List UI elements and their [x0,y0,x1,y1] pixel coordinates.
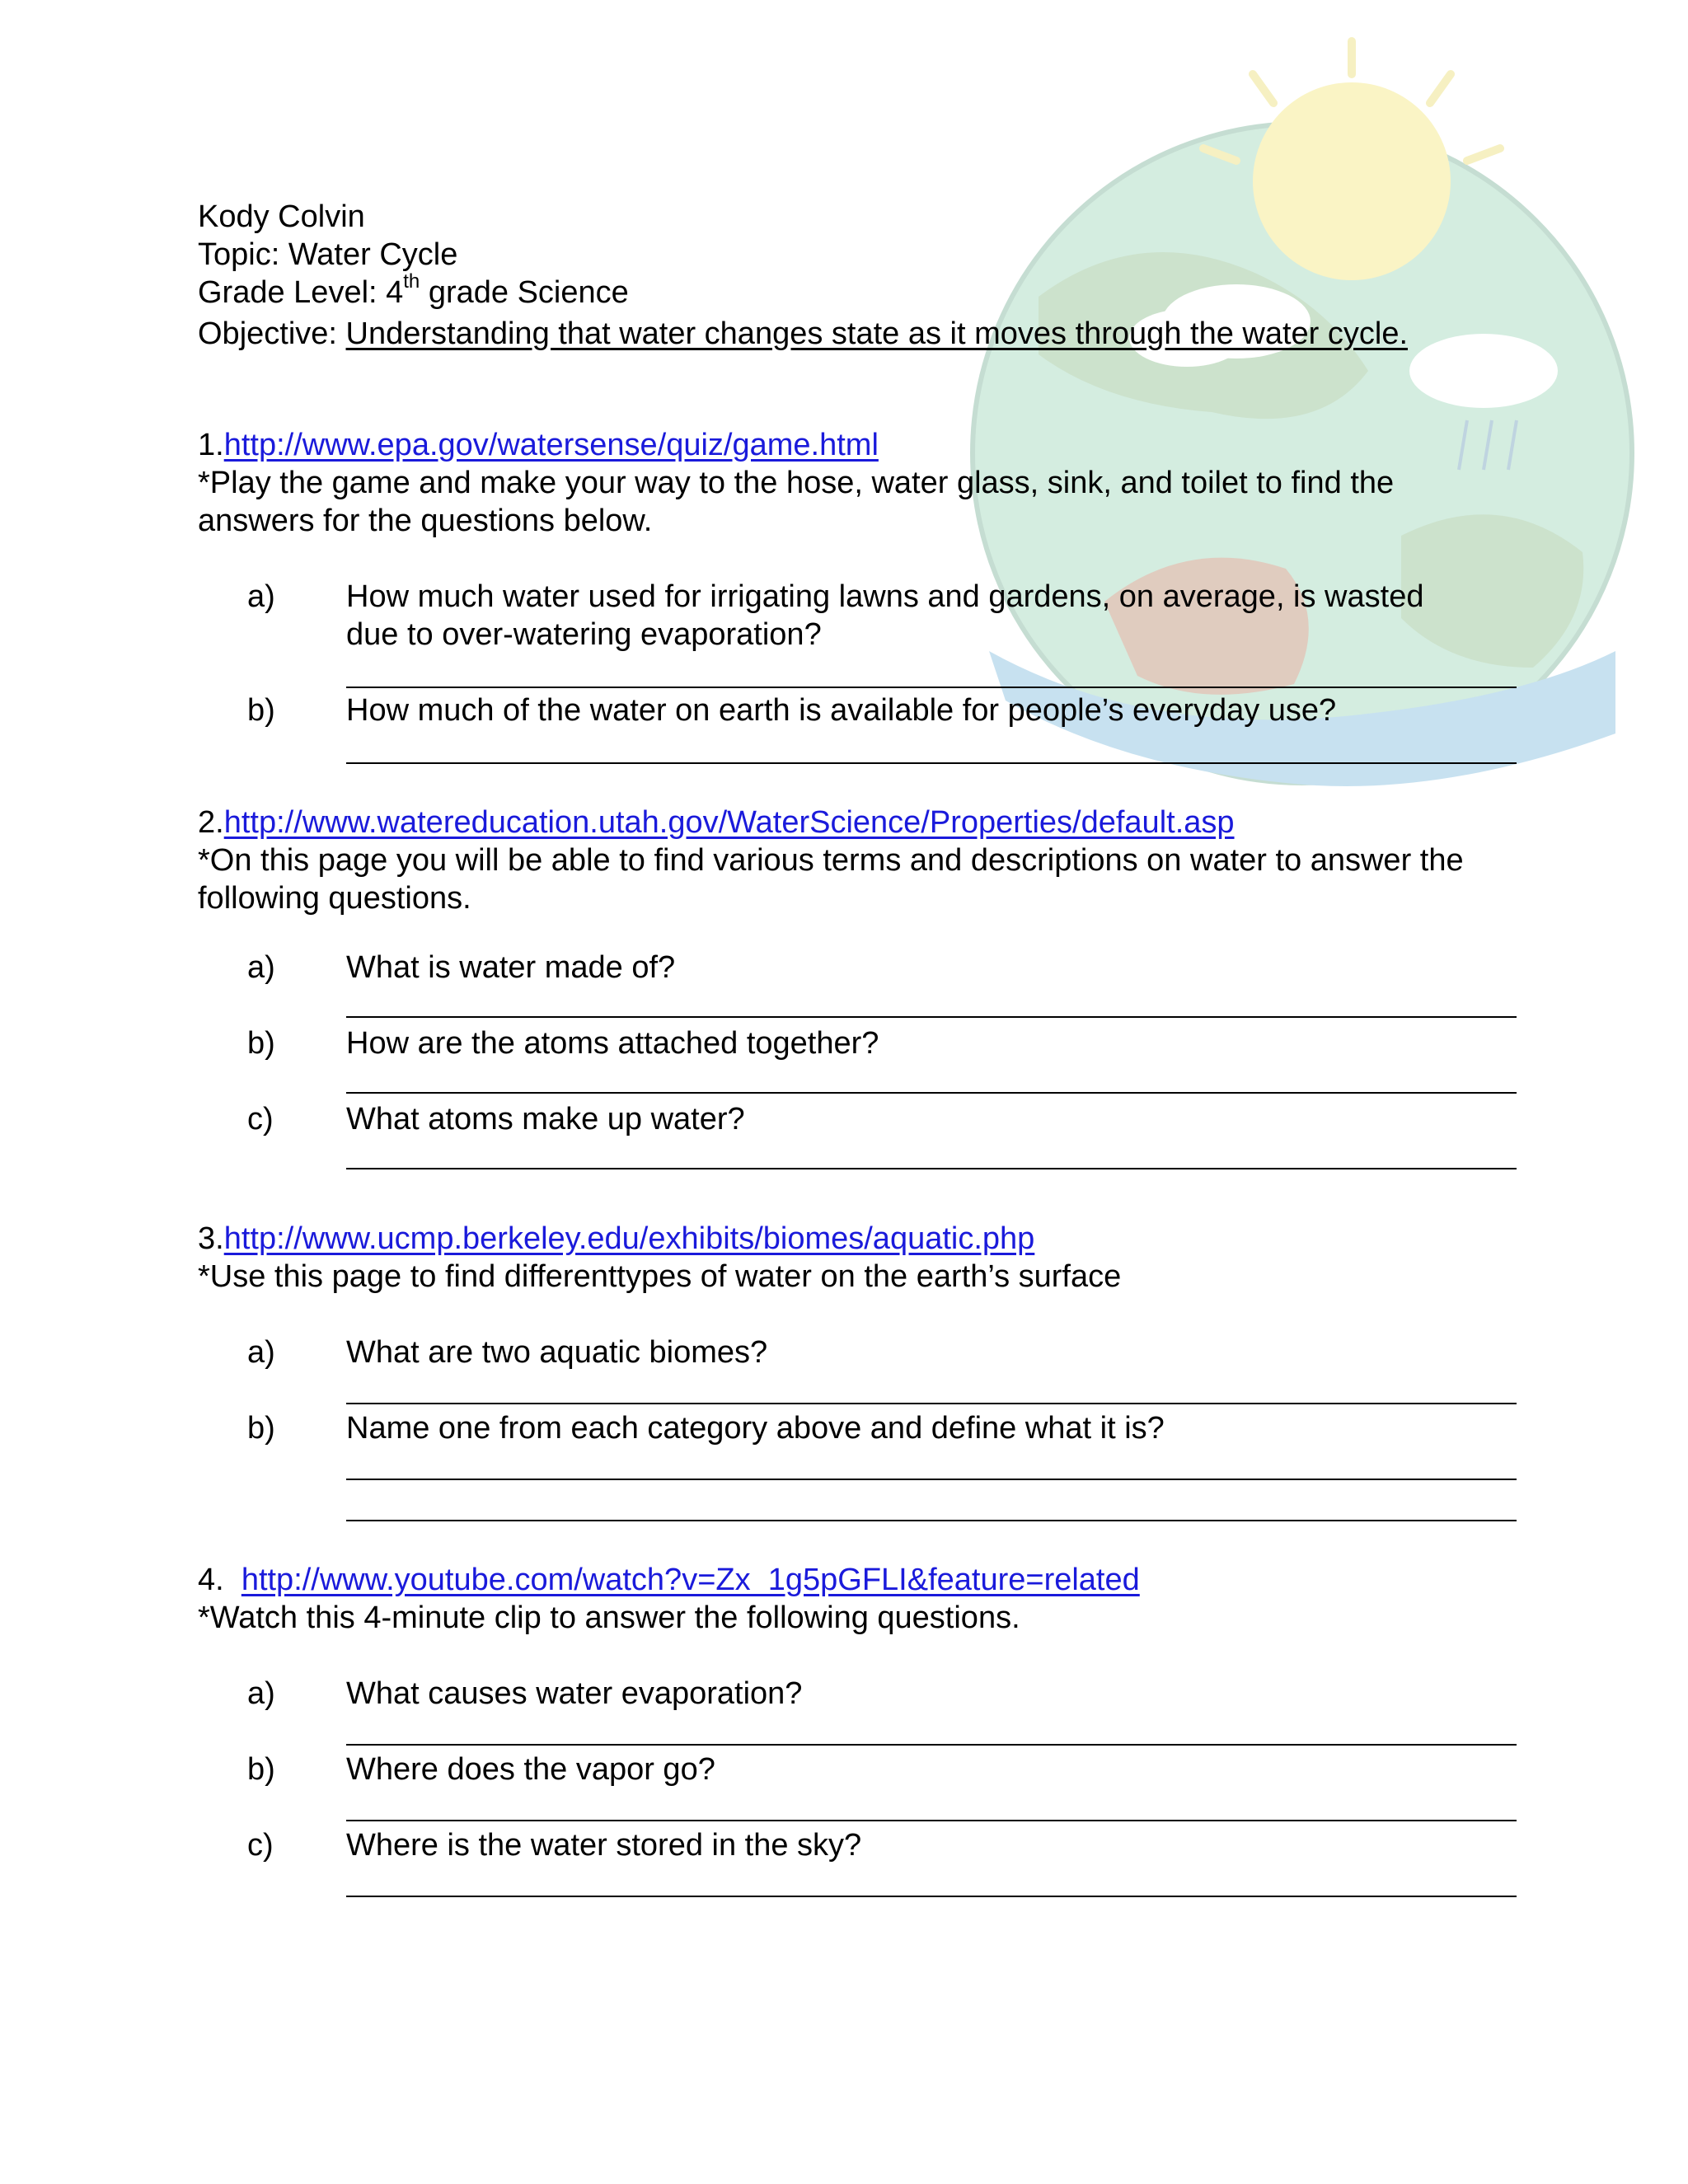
grade-level-superscript: th [403,270,420,293]
question-letter: a) [247,579,275,614]
question-letter: b) [247,1026,275,1061]
question-text: Name one from each category above and define what it is? [346,1411,1165,1446]
grade-level-prefix: Grade Level: 4 [198,275,404,310]
question-letter: a) [247,950,275,985]
section-4 [198,1561,1484,1863]
answer-line[interactable] [346,1479,1517,1480]
answer-line[interactable] [346,1168,1517,1169]
section-instruction: *Use this page to find differenttypes of water on the earth’s surface [198,1259,1122,1294]
question-letter: b) [247,693,275,728]
answer-line[interactable] [346,1896,1517,1897]
answer-line[interactable] [346,1403,1517,1404]
section-link[interactable]: http://www.epa.gov/watersense/quiz/game.html [223,428,879,462]
question-letter: a) [247,1676,275,1711]
topic-line: Topic: Water Cycle [198,237,458,272]
answer-line[interactable] [346,1820,1517,1821]
student-name: Kody Colvin [198,199,365,234]
grade-level-suffix: grade Science [420,275,629,310]
question-text: What causes water evaporation? [346,1676,803,1711]
answer-line[interactable] [346,1092,1517,1094]
question-text: How are the atoms attached together? [346,1026,879,1061]
answer-line[interactable] [346,1520,1517,1521]
question-text: What are two aquatic biomes? [346,1335,768,1370]
grade-level-line [198,270,1484,312]
section-number: 2. [198,805,224,840]
section-number: 1. [198,428,224,462]
answer-line[interactable] [346,1744,1517,1746]
objective-line [198,315,1484,353]
question-letter: c) [247,1828,274,1863]
section-instruction: *On this page you will be able to find various terms and descriptions on water to answer the following questions. [198,843,1464,916]
question-letter: c) [247,1102,274,1137]
answer-line[interactable] [346,1016,1517,1018]
question-text: How much of the water on earth is available for people’s everyday use? [346,693,1337,728]
section-1 [198,426,1484,728]
section-link[interactable]: http://www.ucmp.berkeley.edu/exhibits/biomes/aquatic.php [223,1221,1035,1256]
question-text: Where is the water stored in the sky? [346,1828,862,1863]
question-text: What is water made of? [346,950,676,985]
section-2 [198,804,1484,1137]
question-letter: b) [247,1411,275,1446]
section-instruction: *Play the game and make your way to the hose, water glass, sink, and toilet to find the answers for the questions below. [198,466,1395,538]
question-letter: a) [247,1335,275,1370]
worksheet-content [198,198,1484,1863]
section-3 [198,1220,1484,1446]
question-letter: b) [247,1752,275,1787]
section-instruction: *Watch this 4-minute clip to answer the following questions. [198,1601,1020,1635]
question-text: What atoms make up water? [346,1102,745,1137]
section-number: 4. [198,1563,241,1597]
objective-text: Understanding that water changes state as it moves through the water cycle. [345,316,1409,351]
question-text: Where does the vapor go? [346,1752,715,1787]
section-number: 3. [198,1221,224,1256]
answer-line[interactable] [346,687,1517,688]
answer-line[interactable] [346,762,1517,764]
objective-label: Objective: [198,316,346,351]
section-link[interactable]: http://www.watereducation.utah.gov/WaterScience/Properties/default.asp [223,805,1235,840]
question-text: How much water used for irrigating lawns and gardens, on average, is wasted due to over-watering evaporation? [346,579,1424,652]
section-link[interactable]: http://www.youtube.com/watch?v=Zx_1g5pGFLI&feature=related [241,1563,1140,1597]
